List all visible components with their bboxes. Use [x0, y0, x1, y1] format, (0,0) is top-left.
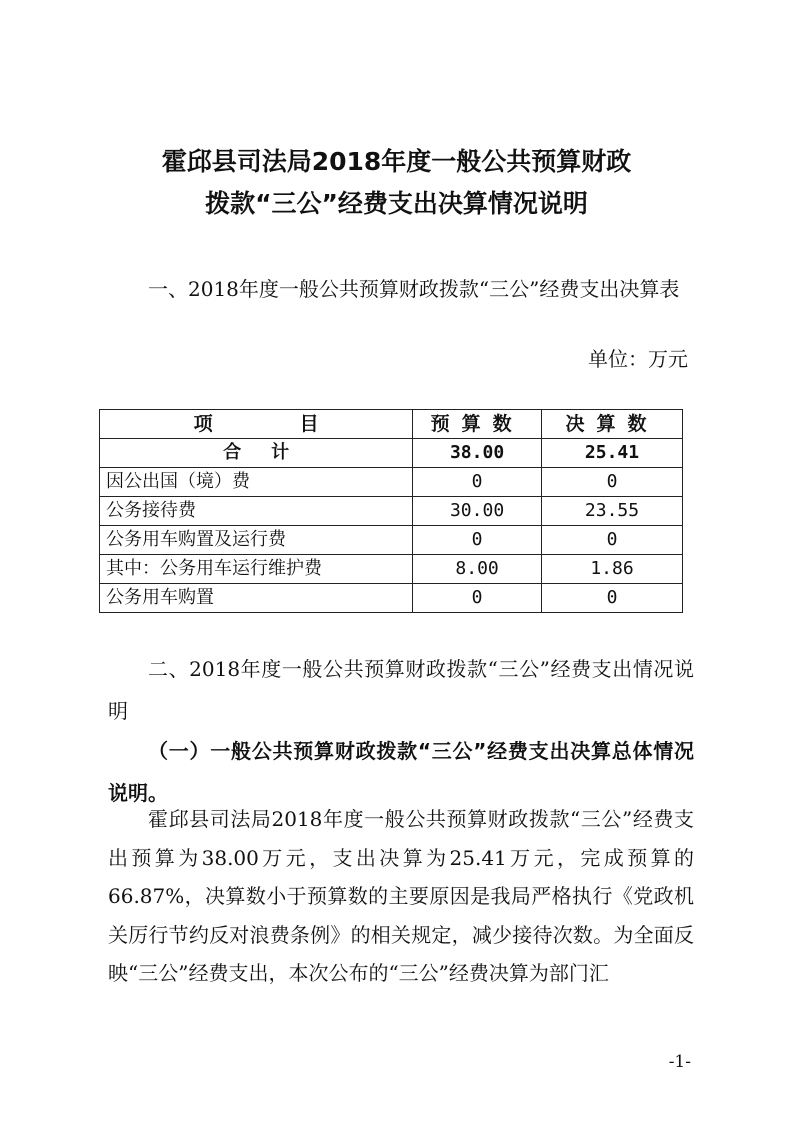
- row-final: 0: [541, 526, 682, 555]
- subsection-1-heading: （一）一般公共预算财政拨款“三公”经费支出决算总体情况说明。: [108, 739, 694, 805]
- row-budget: 30.00: [413, 497, 542, 526]
- row-label: 因公出国（境）费: [100, 468, 413, 497]
- row-budget: 0: [413, 526, 542, 555]
- document-title-line-1: 霍邱县司法局2018年度一般公共预算财政: [161, 147, 632, 176]
- row-label: 公务用车购置及运行费: [100, 526, 413, 555]
- total-final: 25.41: [541, 439, 682, 468]
- document-title-line-2: 拨款“三公”经费支出决算情况说明: [205, 189, 588, 218]
- total-label: 合计: [100, 439, 413, 468]
- header-item: 项 目: [100, 410, 413, 439]
- header-final: 决算数: [541, 410, 682, 439]
- table-row: [100, 497, 683, 526]
- section-1-heading: 一、2018年度一般公共预算财政拨款“三公”经费支出决算表: [148, 277, 680, 301]
- row-label: 其中：公务用车运行维护费: [100, 555, 413, 584]
- table-row: [100, 526, 683, 555]
- table-row: [100, 584, 683, 613]
- row-budget: 8.00: [413, 555, 542, 584]
- row-label: 公务接待费: [100, 497, 413, 526]
- row-label: 公务用车购置: [100, 584, 413, 613]
- page-number: -1-: [668, 1052, 691, 1072]
- paragraph-1: 霍邱县司法局2018年度一般公共预算财政拨款“三公”经费支出预算为38.00万元，支出决算为25.41万元，完成预算的66.87%，决算数小于预算数的主要原因是我局严格执行《党政机关厉行节约反对浪费条例》的相关规定，减少接待次数。为全面反映“三公”经费支出，本次公布的“三公”经费决算为部门汇: [108, 807, 694, 985]
- section-2-heading: 二、2018年度一般公共预算财政拨款“三公”经费支出情况说明: [108, 657, 694, 723]
- table-row: [100, 555, 683, 584]
- three-public-expenses-table: [99, 409, 683, 613]
- row-final: 23.55: [541, 497, 682, 526]
- header-budget: 预算数: [413, 410, 542, 439]
- unit-label: 单位：万元: [588, 347, 688, 371]
- table-row-total: [100, 439, 683, 468]
- row-final: 1.86: [541, 555, 682, 584]
- row-final: 0: [541, 468, 682, 497]
- table-row: [100, 468, 683, 497]
- row-final: 0: [541, 584, 682, 613]
- row-budget: 0: [413, 584, 542, 613]
- total-budget: 38.00: [413, 439, 542, 468]
- table-header-row: [100, 410, 683, 439]
- row-budget: 0: [413, 468, 542, 497]
